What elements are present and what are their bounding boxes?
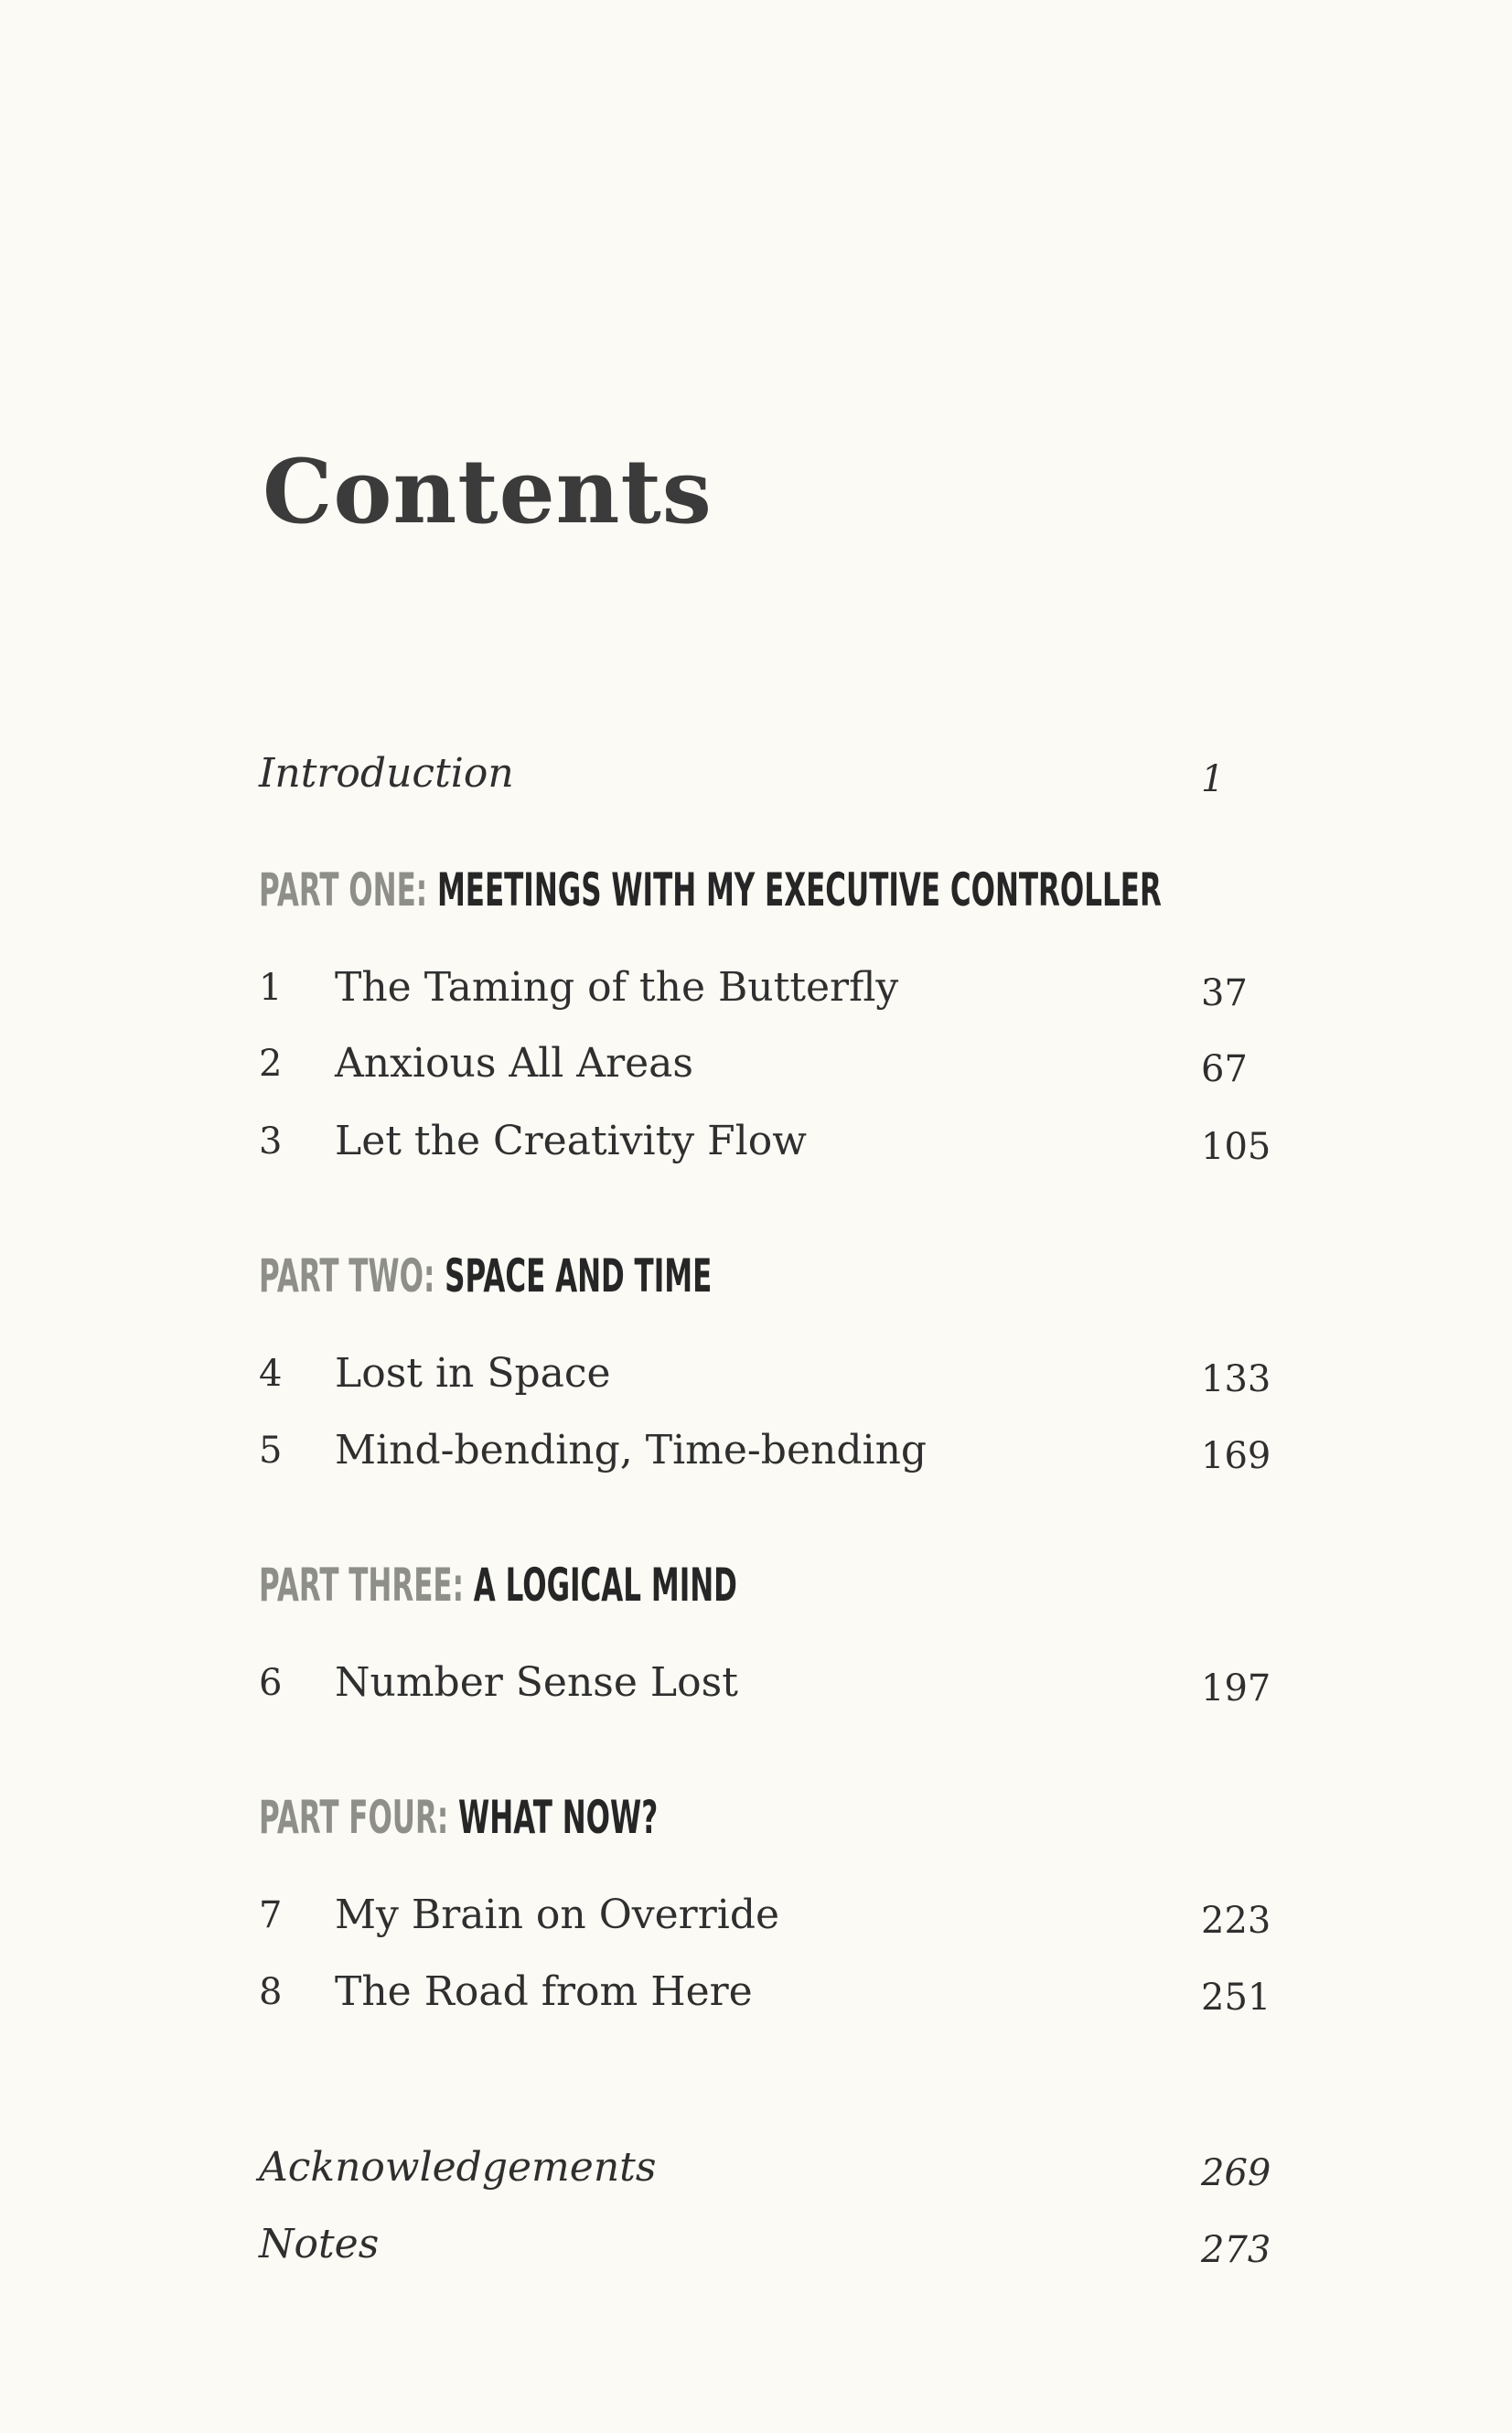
toc-entry-chapter <box>0 1965 1512 2029</box>
chapter-page: 67 <box>1201 1048 1248 1090</box>
chapter-number: 3 <box>259 1120 283 1163</box>
toc-entry-chapter <box>0 1114 1512 1178</box>
toc-entry-chapter <box>0 1346 1512 1410</box>
part-label: PART ONE: <box>259 863 428 916</box>
part-name: WHAT NOW? <box>458 1791 659 1844</box>
part-label: PART FOUR: <box>259 1791 449 1844</box>
toc-entry-notes <box>0 2217 1512 2281</box>
chapter-title: Number Sense Lost <box>335 1659 738 1706</box>
chapter-number: 8 <box>259 1971 283 2013</box>
entry-title: Notes <box>259 2221 380 2267</box>
chapter-title: My Brain on Override <box>335 1892 780 1938</box>
chapter-page: 105 <box>1201 1126 1271 1168</box>
toc-entry-chapter <box>0 1036 1512 1100</box>
entry-page: 273 <box>1201 2229 1271 2271</box>
toc-entry-chapter <box>0 1423 1512 1487</box>
chapter-page: 133 <box>1201 1358 1271 1400</box>
part-heading-three <box>259 1559 737 1612</box>
chapter-number: 2 <box>259 1043 283 1085</box>
toc-entry-chapter <box>0 1656 1512 1720</box>
chapter-page: 197 <box>1201 1667 1271 1710</box>
toc-entry-acknowledgements <box>0 2140 1512 2204</box>
chapter-page: 223 <box>1201 1900 1271 1942</box>
chapter-number: 5 <box>259 1430 283 1472</box>
entry-page: 1 <box>1201 758 1225 800</box>
entry-title: Introduction <box>259 750 514 797</box>
chapter-number: 6 <box>259 1662 283 1704</box>
chapter-number: 4 <box>259 1353 283 1395</box>
page-title: Contents <box>263 440 713 543</box>
chapter-page: 251 <box>1201 1977 1271 2019</box>
part-heading-four <box>259 1791 659 1844</box>
chapter-number: 1 <box>259 967 283 1009</box>
chapter-title: The Road from Here <box>335 1968 753 2015</box>
part-heading-two <box>259 1249 713 1302</box>
part-name: A LOGICAL MIND <box>473 1559 737 1612</box>
chapter-title: Let the Creativity Flow <box>335 1118 807 1164</box>
chapter-title: Anxious All Areas <box>335 1040 693 1087</box>
entry-title: Acknowledgements <box>259 2144 657 2191</box>
part-label: PART THREE: <box>259 1559 464 1612</box>
toc-entry-chapter <box>0 960 1512 1024</box>
chapter-title: Mind-bending, Time-bending <box>335 1427 928 1474</box>
chapter-number: 7 <box>259 1894 283 1936</box>
chapter-page: 169 <box>1201 1435 1271 1477</box>
chapter-page: 37 <box>1201 972 1248 1014</box>
chapter-title: Lost in Space <box>335 1350 611 1397</box>
toc-entry-chapter <box>0 1888 1512 1952</box>
toc-entry-introduction <box>0 746 1512 810</box>
part-name: SPACE AND TIME <box>445 1249 713 1302</box>
part-name: MEETINGS WITH MY EXECUTIVE CONTROLLER <box>436 863 1162 916</box>
part-label: PART TWO: <box>259 1249 435 1302</box>
part-heading-one <box>259 863 1162 916</box>
chapter-title: The Taming of the Butterfly <box>335 964 899 1011</box>
entry-page: 269 <box>1201 2152 1271 2194</box>
